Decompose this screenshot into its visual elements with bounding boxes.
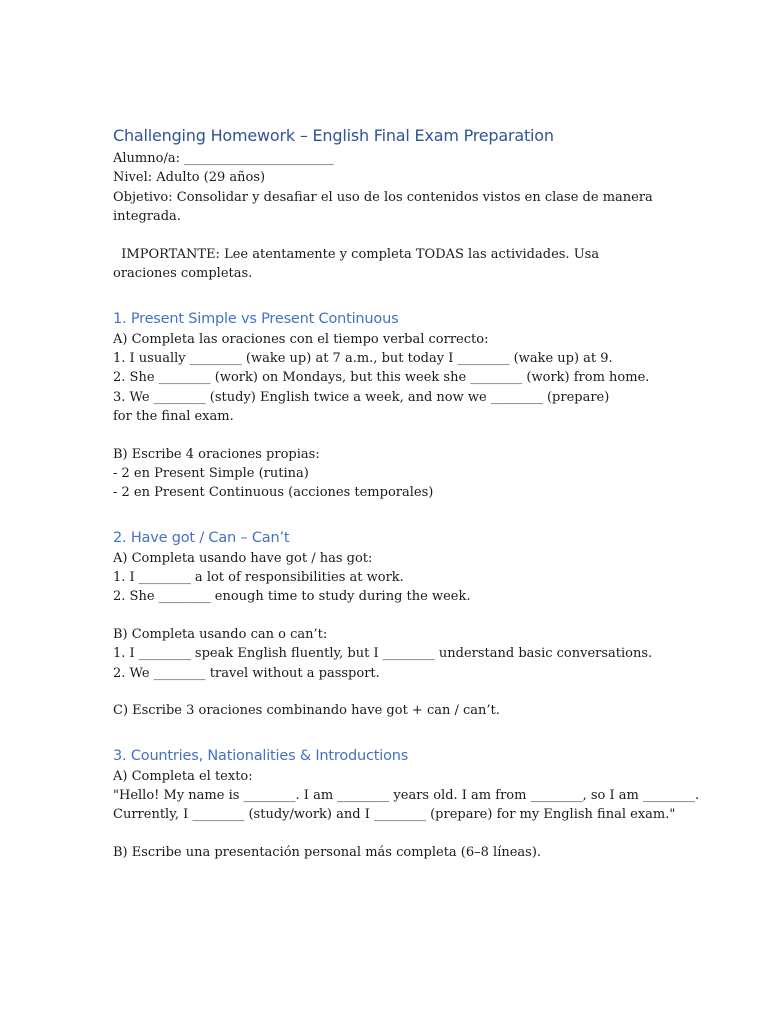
section2-partB-item: 1. I ________ speak English fluently, but I ________ understand basic conversations. [113, 646, 653, 662]
section3-partB-instruction: B) Escribe una presentación personal más completa (6–8 líneas). [113, 845, 542, 861]
section1-partB-item: - 2 en Present Continuous (acciones temporales) [113, 485, 434, 501]
section2-partA-item: 2. She ________ enough time to study during the week. [113, 589, 471, 605]
section1-partB-instruction: B) Escribe 4 oraciones propias: [113, 446, 320, 462]
section2-heading: 2. Have got / Can – Can’t [113, 529, 290, 546]
section1-heading: 1. Present Simple vs Present Continuous [113, 310, 399, 327]
section1-partB-item: - 2 en Present Simple (rutina) [113, 466, 309, 482]
level-line: Nivel: Adulto (29 años) [113, 170, 266, 186]
section2-partB-instruction: B) Completa usando can o can’t: [113, 627, 328, 643]
section3-partA-instruction: A) Completa el texto: [113, 768, 253, 784]
section3-heading: 3. Countries, Nationalities & Introductions [113, 747, 409, 764]
section2-partA-item: 1. I ________ a lot of responsibilities at work. [113, 569, 404, 585]
section2-partB-item: 2. We ________ travel without a passport. [113, 665, 380, 681]
section1-partA-instruction: A) Completa las oraciones con el tiempo verbal correcto: [113, 331, 489, 347]
section2-partA-instruction: A) Completa usando have got / has got: [113, 550, 373, 566]
section3-partA-item: "Hello! My name is ________. I am ________ years old. I am from ________, so I am ________. [113, 788, 700, 804]
student-name-line: Alumno/a: _______________________ [113, 151, 334, 166]
document-title: Challenging Homework – English Final Exam Preparation [113, 126, 554, 145]
objective-line: Objetivo: Consolidar y desafiar el uso de los contenidos vistos en clase de manera integrada. [113, 189, 657, 224]
section1-partA-item: 3. We ________ (study) English twice a week, and now we ________ (prepare) for the final exam. [113, 389, 614, 424]
section3-partA-item: Currently, I ________ (study/work) and I ________ (prepare) for my English final exam." [113, 807, 676, 823]
section1-partA-item: 1. I usually ________ (wake up) at 7 a.m., but today I ________ (wake up) at 9. [113, 351, 613, 367]
section2-partC-instruction: C) Escribe 3 oraciones combinando have got + can / can’t. [113, 703, 500, 719]
important-note: IMPORTANTE: Lee atentamente y completa TODAS las actividades. Usa oraciones completas. [113, 247, 604, 282]
section1-partA-item: 2. She ________ (work) on Mondays, but this week she ________ (work) from home. [113, 370, 650, 386]
